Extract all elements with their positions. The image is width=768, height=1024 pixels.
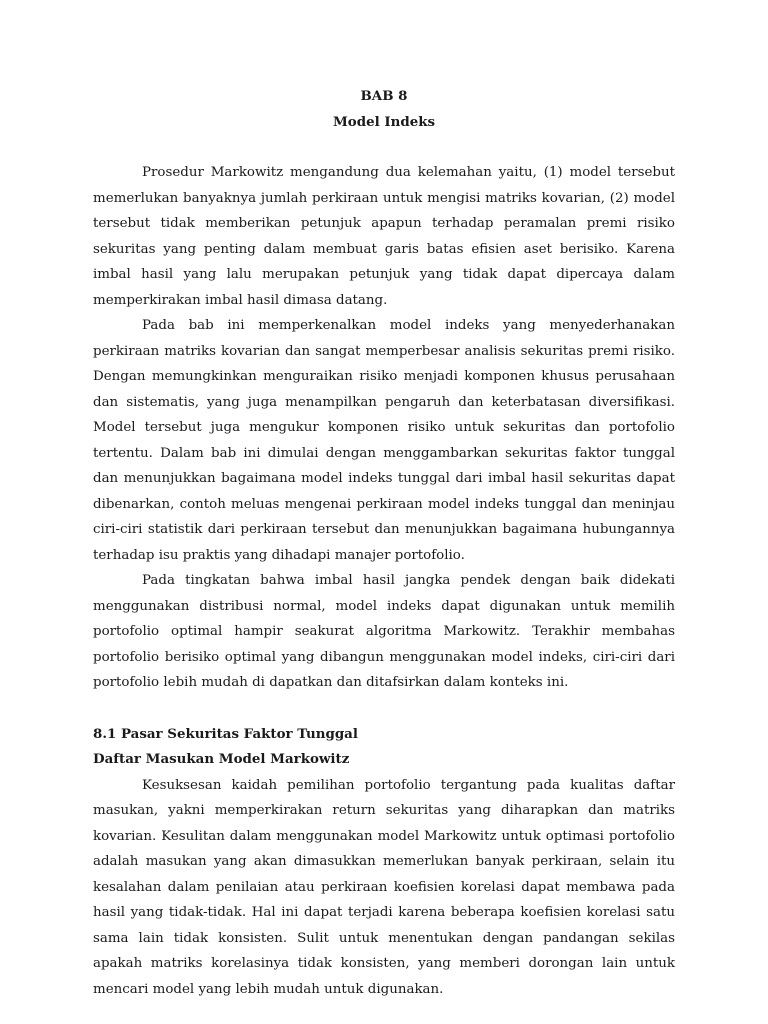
chapter-label: BAB 8 bbox=[360, 88, 408, 104]
document-page bbox=[93, 84, 675, 1002]
intro-paragraph-3: Pada tingkatan bahwa imbal hasil jangka pendek dengan baik didekati menggunakan distribusi normal, model indeks dapat digunakan untuk memilih portofolio optimal hampir seakurat algoritma Markowitz. Terakhir membahas portofolio berisiko optimal yang dibangun menggunakan model indeks, ciri-ciri dari portofolio lebih mudah di dapatkan dan ditafsirkan dalam konteks ini. bbox=[93, 573, 675, 690]
intro-paragraph-1: Prosedur Markowitz mengandung dua kelemahan yaitu, (1) model tersebut memerlukan banyaknya jumlah perkiraan untuk mengisi matriks kovarian, (2) model tersebut tidak memberikan petunjuk apapun terhadap peramalan premi risiko sekuritas yang penting dalam membuat garis batas efisien aset berisiko. Karena imbal hasil yang lalu merupakan petunjuk yang tidak dapat dipercaya dalam memperkirakan imbal hasil dimasa datang. bbox=[93, 165, 675, 308]
spacer bbox=[93, 135, 675, 160]
section-heading: 8.1 Pasar Sekuritas Faktor Tunggal bbox=[93, 725, 358, 742]
spacer bbox=[93, 696, 675, 722]
chapter-title: Model Indeks bbox=[332, 113, 436, 130]
intro-paragraph-2: Pada bab ini memperkenalkan model indeks yang menyederhanakan perkiraan matriks kovarian dan sangat memperbesar analisis sekuritas premi risiko. Dengan memungkinkan menguraikan risiko menjadi komponen khusus perusahaan dan sistematis, yang juga menampilkan pengaruh dan keterbatasan diversifikasi. Model tersebut juga mengukur komponen risiko untuk sekuritas dan portofolio tertentu. Dalam bab ini dimulai dengan menggambarkan sekuritas faktor tunggal dan menunjukkan bagaimana model indeks tunggal dari imbal hasil sekuritas dapat dibenarkan, contoh meluas mengenai perkiraan model indeks tunggal dan meninjau ciri-ciri statistik dari perkiraan tersebut dan menunjukkan bagaimana hubungannya terhadap isu praktis yang dihadapi manajer portofolio. bbox=[93, 318, 675, 563]
section-subheading: Daftar Masukan Model Markowitz bbox=[93, 751, 350, 767]
section-paragraph: Kesuksesan kaidah pemilihan portofolio tergantung pada kualitas daftar masukan, yakni memperkirakan return sekuritas yang diharapkan dan matriks kovarian. Kesulitan dalam menggunakan model Markowitz untuk optimasi portofolio adalah masukan yang akan dimasukkan memerlukan banyak perkiraan, selain itu kesalahan dalam penilaian atau perkiraan koefisien korelasi dapat membawa pada hasil yang tidak-tidak. Hal ini dapat terjadi karena beberapa koefisien korelasi satu sama lain tidak konsisten. Sulit untuk menentukan dengan pandangan sekilas apakah matriks korelasinya tidak konsisten, yang memberi dorongan lain untuk mencari model yang lebih mudah untuk digunakan. bbox=[93, 777, 675, 997]
